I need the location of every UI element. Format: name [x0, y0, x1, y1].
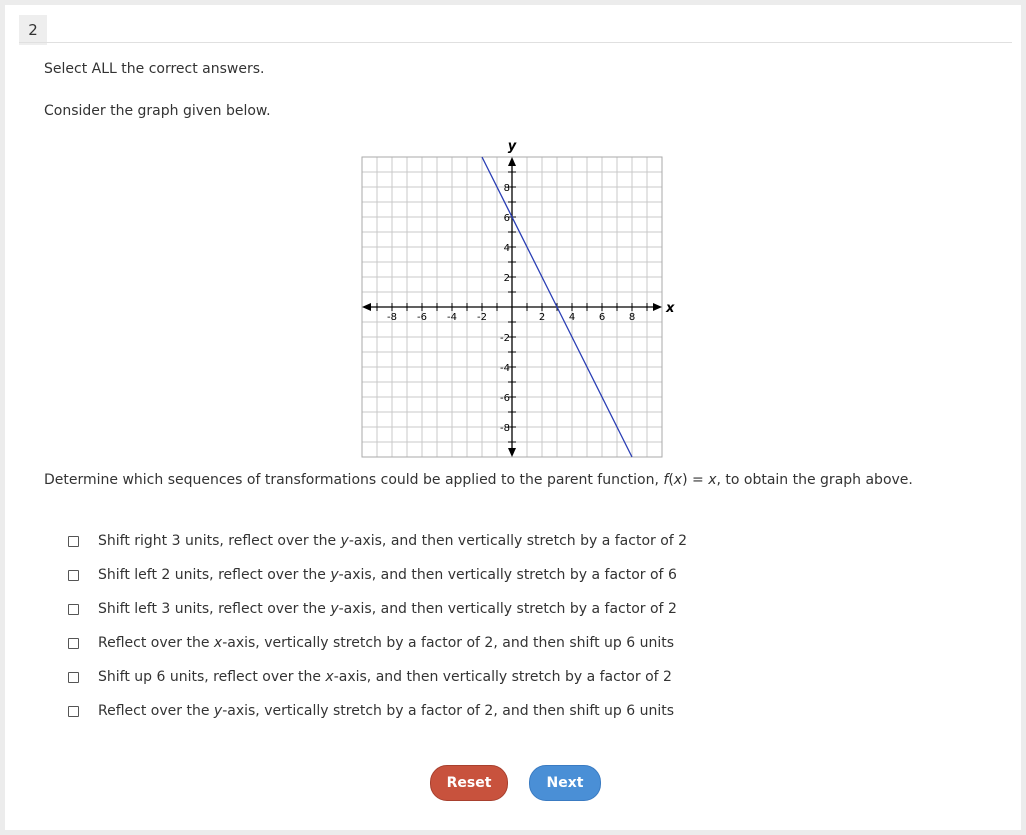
x-axis-label: x: [666, 301, 675, 316]
x-tick-label: -4: [447, 312, 457, 323]
instruction-text: Select ALL the correct answers.: [44, 61, 265, 77]
answer-label: Reflect over the x-axis, vertically stretch by a factor of 2, and then shift up 6 units: [98, 635, 674, 651]
answer-checkbox[interactable]: [68, 604, 79, 615]
y-tick-label: -6: [500, 393, 510, 404]
x-axis-arrow-left: [362, 303, 371, 311]
x-tick-label: -8: [387, 312, 397, 323]
x-tick-label: -2: [477, 312, 487, 323]
answer-label: Shift left 2 units, reflect over the y-axis, and then vertically stretch by a factor of 6: [98, 567, 677, 583]
prompt-text: Consider the graph given below.: [44, 103, 271, 119]
answer-checkbox[interactable]: [68, 570, 79, 581]
determine-paren-close: ) =: [682, 472, 709, 488]
y-tick-label: -2: [500, 333, 510, 344]
answer-label: Shift up 6 units, reflect over the x-axis, and then vertically stretch by a factor of 2: [98, 669, 672, 685]
answer-option[interactable]: [68, 599, 677, 619]
x-tick-label: 4: [568, 312, 576, 323]
graph-svg: [350, 134, 680, 464]
y-axis-arrow-down: [508, 448, 516, 457]
y-tick-label: 2: [503, 273, 510, 284]
answer-option[interactable]: [68, 633, 674, 653]
determine-after: , to obtain the graph above.: [716, 472, 913, 488]
y-axis-label: y: [507, 139, 517, 154]
x-tick-label: 6: [598, 312, 606, 323]
determine-func: f: [663, 472, 669, 488]
determine-before: Determine which sequences of transformations could be applied to the parent function,: [44, 472, 664, 488]
answer-option[interactable]: [68, 701, 674, 721]
answer-checkbox[interactable]: [68, 672, 79, 683]
y-tick-label: 6: [503, 213, 510, 224]
answer-label: Reflect over the y-axis, vertically stretch by a factor of 2, and then shift up 6 units: [98, 703, 674, 719]
next-button[interactable]: Next: [529, 765, 601, 801]
determine-text: [44, 472, 913, 488]
answer-option[interactable]: [68, 531, 687, 551]
header-divider: [19, 42, 1012, 43]
answer-label: Shift right 3 units, reflect over the y-axis, and then vertically stretch by a factor of 2: [98, 533, 688, 549]
reset-button[interactable]: Reset: [430, 765, 508, 801]
x-tick-label: 8: [628, 312, 636, 323]
x-tick-label: 2: [538, 312, 546, 323]
answer-checkbox[interactable]: [68, 536, 79, 547]
y-tick-label: 8: [503, 183, 510, 194]
y-tick-label: 4: [503, 243, 510, 254]
coordinate-graph: [350, 134, 680, 468]
question-number: 2: [19, 15, 47, 45]
answer-checkbox[interactable]: [68, 706, 79, 717]
answer-checkbox[interactable]: [68, 638, 79, 649]
determine-var2: x: [708, 472, 717, 488]
answer-label: Shift left 3 units, reflect over the y-axis, and then vertically stretch by a factor of 2: [98, 601, 677, 617]
answer-option[interactable]: [68, 565, 677, 585]
determine-paren-open: (: [668, 472, 674, 488]
determine-var: x: [673, 472, 683, 488]
x-tick-label: -6: [417, 312, 427, 323]
y-tick-label: -8: [500, 423, 510, 434]
x-axis-arrow-right: [653, 303, 662, 311]
y-axis-arrow-up: [508, 157, 516, 166]
y-tick-label: -4: [500, 363, 510, 374]
question-card: [5, 5, 1021, 830]
answer-option[interactable]: [68, 667, 672, 687]
